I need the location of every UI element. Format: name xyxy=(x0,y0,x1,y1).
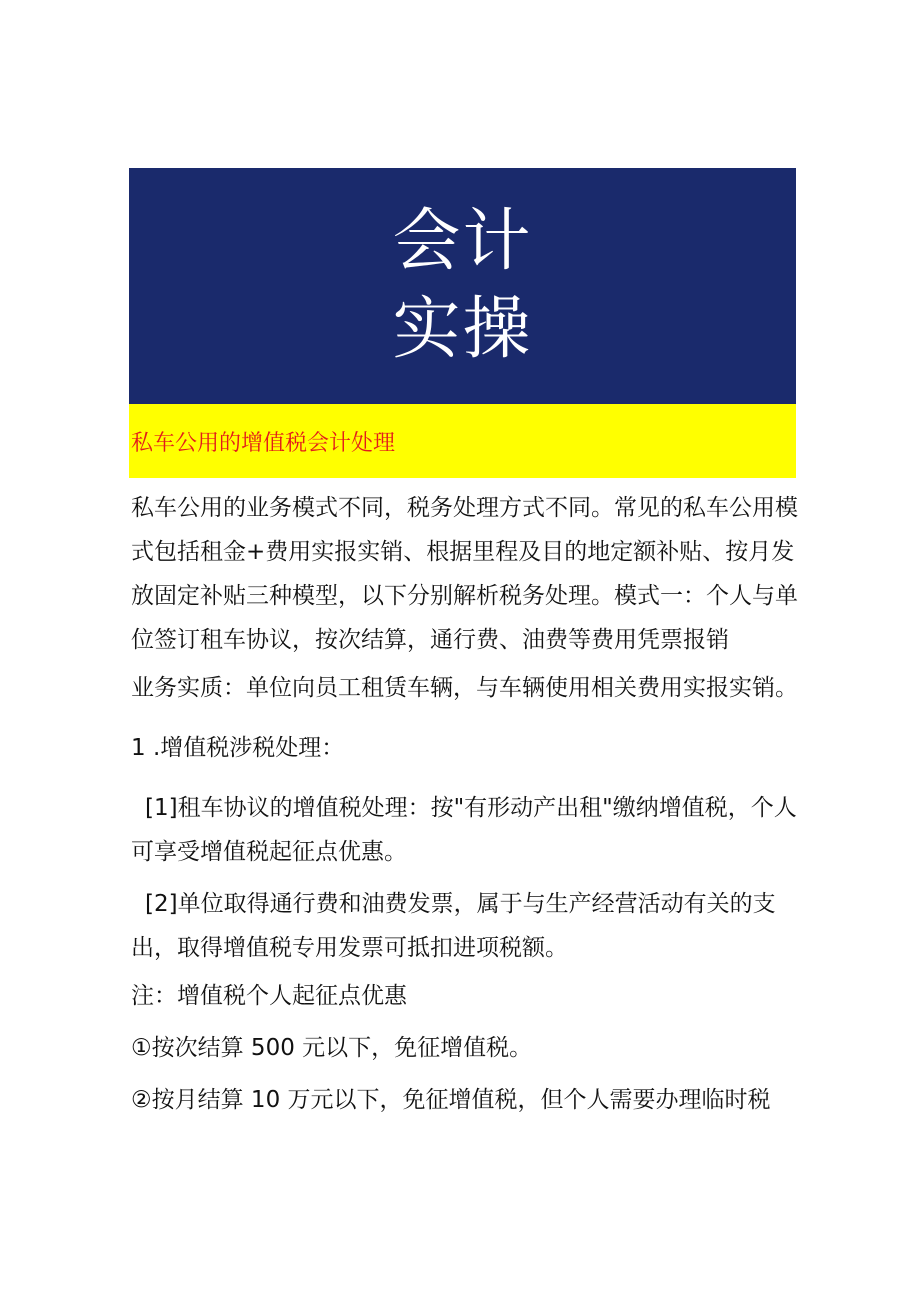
essence-paragraph xyxy=(131,666,803,710)
essence-line: 业务实质：单位向员工租赁车辆，与车辆使用相关费用实报实销。 xyxy=(131,675,798,701)
item-1-line: [1]租车协议的增值税处理：按"有形动产出租"缴纳增值税，个人 xyxy=(145,795,797,821)
article-body xyxy=(131,486,803,1122)
item-2-line: [2]单位取得通行费和油费发票，属于与生产经营活动有关的支 xyxy=(145,891,776,917)
item-1 xyxy=(131,786,803,830)
note-title: 注：增值税个人起征点优惠 xyxy=(131,983,407,1009)
item-2-continued xyxy=(131,926,803,970)
intro-paragraph xyxy=(131,486,803,662)
item-2 xyxy=(131,882,803,926)
item-1-continued xyxy=(131,830,803,874)
intro-line: 式包括租金+费用实报实销、根据里程及目的地定额补贴、按月发 xyxy=(131,539,795,565)
intro-line: 位签订租车协议，按次结算，通行费、油费等费用凭票报销 xyxy=(131,627,729,653)
intro-line: 放固定补贴三种模型，以下分别解析税务处理。模式一：个人与单 xyxy=(131,583,798,609)
banner-title-line-1: 会计 xyxy=(392,202,533,281)
intro-line: 私车公用的业务模式不同，税务处理方式不同。常见的私车公用模 xyxy=(131,495,798,521)
banner-title-line-2: 实操 xyxy=(392,290,533,369)
subtitle-bar xyxy=(129,404,796,478)
note-item-1: ①按次结算 500 元以下，免征增值税。 xyxy=(131,1035,533,1061)
section-1-heading: 1 .增值税涉税处理： xyxy=(131,735,345,761)
section-heading xyxy=(131,726,803,770)
item-1-line: 可享受增值税起征点优惠。 xyxy=(131,839,407,865)
article-title: 私车公用的增值税会计处理 xyxy=(131,430,396,456)
note-item-2: ②按月结算 10 万元以下，免征增值税，但个人需要办理临时税 xyxy=(131,1087,771,1113)
title-banner xyxy=(129,168,796,404)
item-2-line: 出，取得增值税专用发票可抵扣进项税额。 xyxy=(131,935,568,961)
note-block xyxy=(131,974,803,1122)
